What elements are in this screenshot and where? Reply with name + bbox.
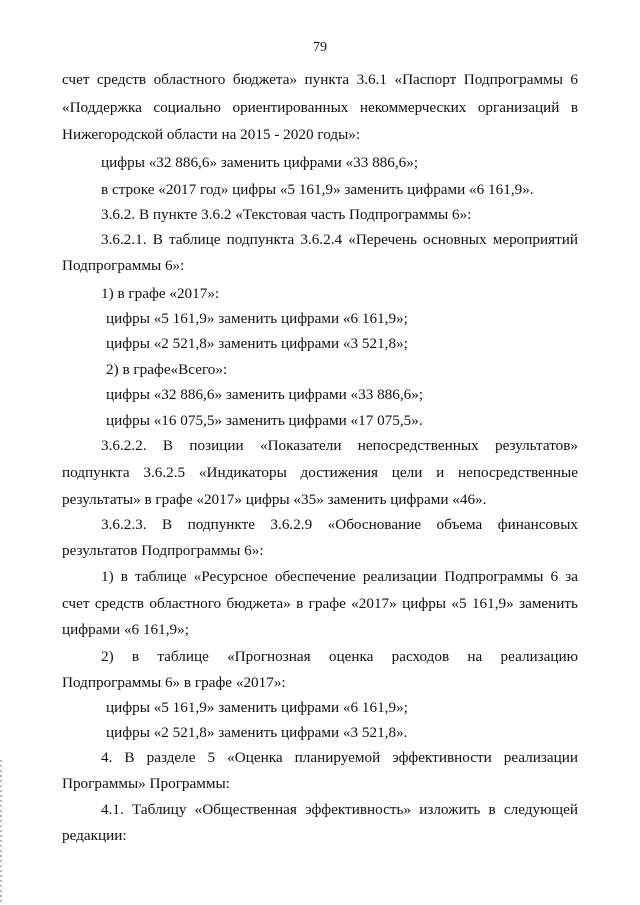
text-line: счет средств областного бюджета» в графе «2017» цифры «5 161,9» заменить xyxy=(62,595,578,612)
text-line: в строке «2017 год» цифры «5 161,9» заменить цифрами «6 161,9». xyxy=(101,181,534,198)
text-line: 4. В разделе 5 «Оценка планируемой эффективности реализации xyxy=(101,749,578,766)
text-line: результаты» в графе «2017» цифры «35» заменить цифрами «46». xyxy=(62,491,487,508)
text-line: редакции: xyxy=(62,827,127,844)
text-line: 1) в графе «2017»: xyxy=(101,285,220,302)
text-line: Нижегородской области на 2015 - 2020 годы»: xyxy=(62,126,361,143)
text-line: результатов Подпрограммы 6»: xyxy=(62,542,264,559)
text-line: 3.6.2. В пункте 3.6.2 «Текстовая часть Подпрограммы 6»: xyxy=(101,206,472,223)
text-line: подпункта 3.6.2.5 «Индикаторы достижения цели и непосредственные xyxy=(62,464,578,481)
text-line: цифры «32 886,6» заменить цифрами «33 886,6»; xyxy=(101,154,419,171)
scan-edge-marks xyxy=(0,760,2,905)
page-number: 79 xyxy=(313,40,327,55)
text-line: 1) в таблице «Ресурсное обеспечение реализации Подпрограммы 6 за xyxy=(101,568,578,585)
text-line: цифры «5 161,9» заменить цифрами «6 161,9»; xyxy=(106,310,408,327)
text-line: цифры «5 161,9» заменить цифрами «6 161,9»; xyxy=(106,699,408,716)
text-line: цифры «2 521,8» заменить цифрами «3 521,8»; xyxy=(106,335,408,352)
text-line: «Поддержка социально ориентированных некоммерческих организаций в xyxy=(62,99,578,116)
text-line: 3.6.2.3. В подпункте 3.6.2.9 «Обоснование объема финансовых xyxy=(101,516,578,533)
text-line: 3.6.2.1. В таблице подпункта 3.6.2.4 «Перечень основных мероприятий xyxy=(101,231,578,248)
text-line: Подпрограммы 6» в графе «2017»: xyxy=(62,674,286,691)
text-line: цифры «2 521,8» заменить цифрами «3 521,8». xyxy=(106,724,408,741)
text-line: Подпрограммы 6»: xyxy=(62,257,185,274)
text-line: 4.1. Таблицу «Общественная эффективность» изложить в следующей xyxy=(101,801,578,818)
text-line: счет средств областного бюджета» пункта 3.6.1 «Паспорт Подпрограммы 6 xyxy=(62,71,578,88)
text-line: 3.6.2.2. В позиции «Показатели непосредственных результатов» xyxy=(101,437,578,454)
text-line: 2) в графе«Всего»: xyxy=(106,361,228,378)
text-line: цифры «16 075,5» заменить цифрами «17 075,5». xyxy=(106,412,423,429)
text-line: цифрами «6 161,9»; xyxy=(62,621,189,638)
text-line: 2) в таблице «Прогнозная оценка расходов на реализацию xyxy=(101,648,578,665)
text-line: цифры «32 886,6» заменить цифрами «33 886,6»; xyxy=(106,386,424,403)
text-line: Программы» Программы: xyxy=(62,775,230,792)
